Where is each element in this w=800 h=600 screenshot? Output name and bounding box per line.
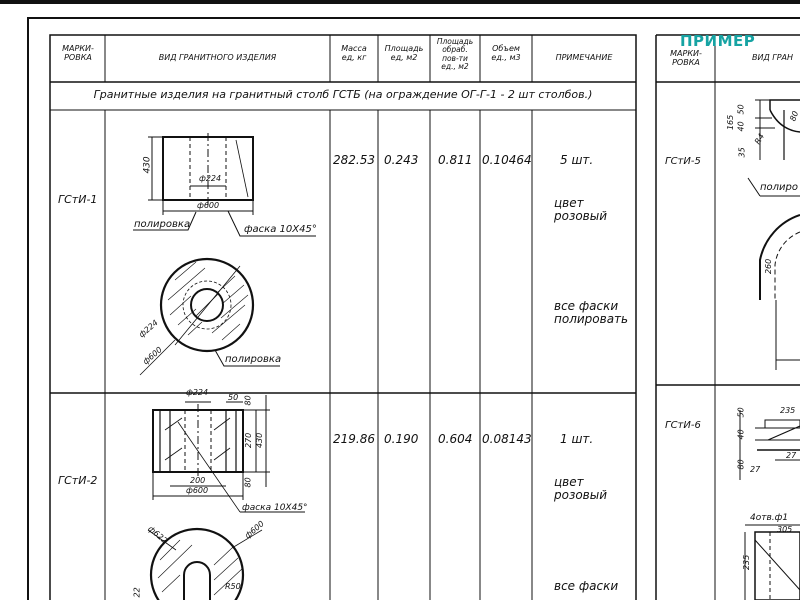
right-row1-mark: ГСтИ-5 — [665, 156, 701, 167]
row2-chamfer-note: все фаски — [554, 579, 619, 593]
item2-dim-top: ф224 — [186, 388, 209, 397]
row1-color: цвет розовый — [554, 196, 608, 224]
item2-dim-80a: 80 — [243, 395, 253, 406]
header-treated-area: Площадь обраб. пов-ти ед., м2 — [436, 37, 474, 71]
header-volume: Объем ед., м3 — [491, 44, 521, 62]
right6-dim-27b: 27 — [786, 451, 797, 460]
item2-dim-200: 200 — [190, 476, 206, 485]
right-polish-label: полиро — [760, 182, 799, 193]
row1-area: 0.243 — [384, 153, 419, 167]
item2-elevation — [153, 395, 305, 512]
right-dim-35: 35 — [737, 147, 747, 158]
section-title: Гранитные изделия на гранитный столб ГСТБ (на ограждение ОГ-Г-1 - 2 шт столбов.) — [93, 88, 593, 101]
right6-dim-305: 305 — [777, 525, 793, 534]
row2-qty: 1 шт. — [560, 432, 594, 446]
header-mass: Масса ед, кг — [341, 44, 367, 62]
right-row2-mark: ГСтИ-6 — [665, 420, 701, 431]
right-header-marking: МАРКИ- РОВКА — [670, 49, 702, 67]
row2-area: 0.190 — [384, 432, 419, 446]
item1-plan-inner: ф224 — [137, 318, 160, 340]
right-dim-40: 40 — [736, 121, 746, 132]
row1-mark: ГСтИ-1 — [58, 193, 98, 206]
item1-polish-label: полировка — [134, 219, 191, 230]
right-dim-80: 80 — [788, 109, 800, 123]
right-dim-260: 260 — [764, 258, 774, 275]
item2-dim-430: 430 — [255, 432, 265, 449]
item2-dim-270: 270 — [244, 432, 254, 449]
item2-dim-600: ф600 — [186, 486, 209, 495]
row2-mass: 219.86 — [333, 432, 375, 446]
item2-plan-22: 22 — [132, 587, 142, 598]
header-marking: МАРКИ- РОВКА — [62, 44, 94, 62]
item2-plan-622: ф622 — [146, 524, 169, 546]
example-watermark: ПРИМЕР — [680, 32, 756, 50]
item2-dim-50: 50 — [228, 393, 239, 402]
header-note: ПРИМЕЧАНИЕ — [555, 53, 613, 62]
item2-dim-80b: 80 — [243, 477, 253, 488]
row1-mass: 282.53 — [333, 153, 375, 167]
header-area: Площадь ед, м2 — [384, 44, 424, 62]
item1-plan-polish: полировка — [225, 354, 282, 365]
item1-dim-height: 430 — [142, 156, 153, 174]
right6-holes: 4отв.ф1 — [750, 513, 789, 523]
row2-treated: 0.604 — [438, 432, 473, 446]
item2-chamfer-label: фаска 10Х45° — [242, 503, 308, 513]
right6-dim-50: 50 — [736, 407, 746, 418]
right-dim-50: 50 — [736, 104, 746, 115]
item2-plan-r50: R50 — [225, 582, 241, 591]
right-dim-165: 165 — [726, 114, 736, 131]
row1-treated: 0.811 — [438, 153, 473, 167]
right6-dim-27a: 27 — [750, 465, 761, 474]
item1-chamfer-label: фаска 10Х45° — [244, 224, 317, 235]
row2-mark: ГСтИ-2 — [58, 474, 98, 487]
right6-dim-235: 235 — [780, 406, 796, 415]
item1-dim-inner: ф224 — [199, 174, 222, 183]
row1-volume: 0.10464 — [482, 153, 532, 167]
right-header-item-type: ВИД ГРАН — [752, 53, 794, 62]
row1-qty: 5 шт. — [560, 153, 594, 167]
row2-volume: 0.08143 — [482, 432, 532, 446]
item1-plan-outer: ф600 — [141, 345, 164, 367]
header-item-type: ВИД ГРАНИТНОГО ИЗДЕЛИЯ — [158, 53, 277, 62]
right6-dim-80: 80 — [736, 459, 746, 470]
right6-dim-235b: 235 — [742, 554, 752, 571]
left-table-border — [50, 35, 636, 600]
item1-dim-outer: ф600 — [197, 201, 220, 210]
right6-dim-40: 40 — [736, 429, 746, 440]
row2-color: цвет розовый — [554, 475, 608, 503]
right-dim-r4: R4 — [752, 132, 767, 146]
row1-chamfer-note: все фаски полировать — [554, 299, 629, 327]
item2-plan-600: ф600 — [243, 519, 266, 541]
